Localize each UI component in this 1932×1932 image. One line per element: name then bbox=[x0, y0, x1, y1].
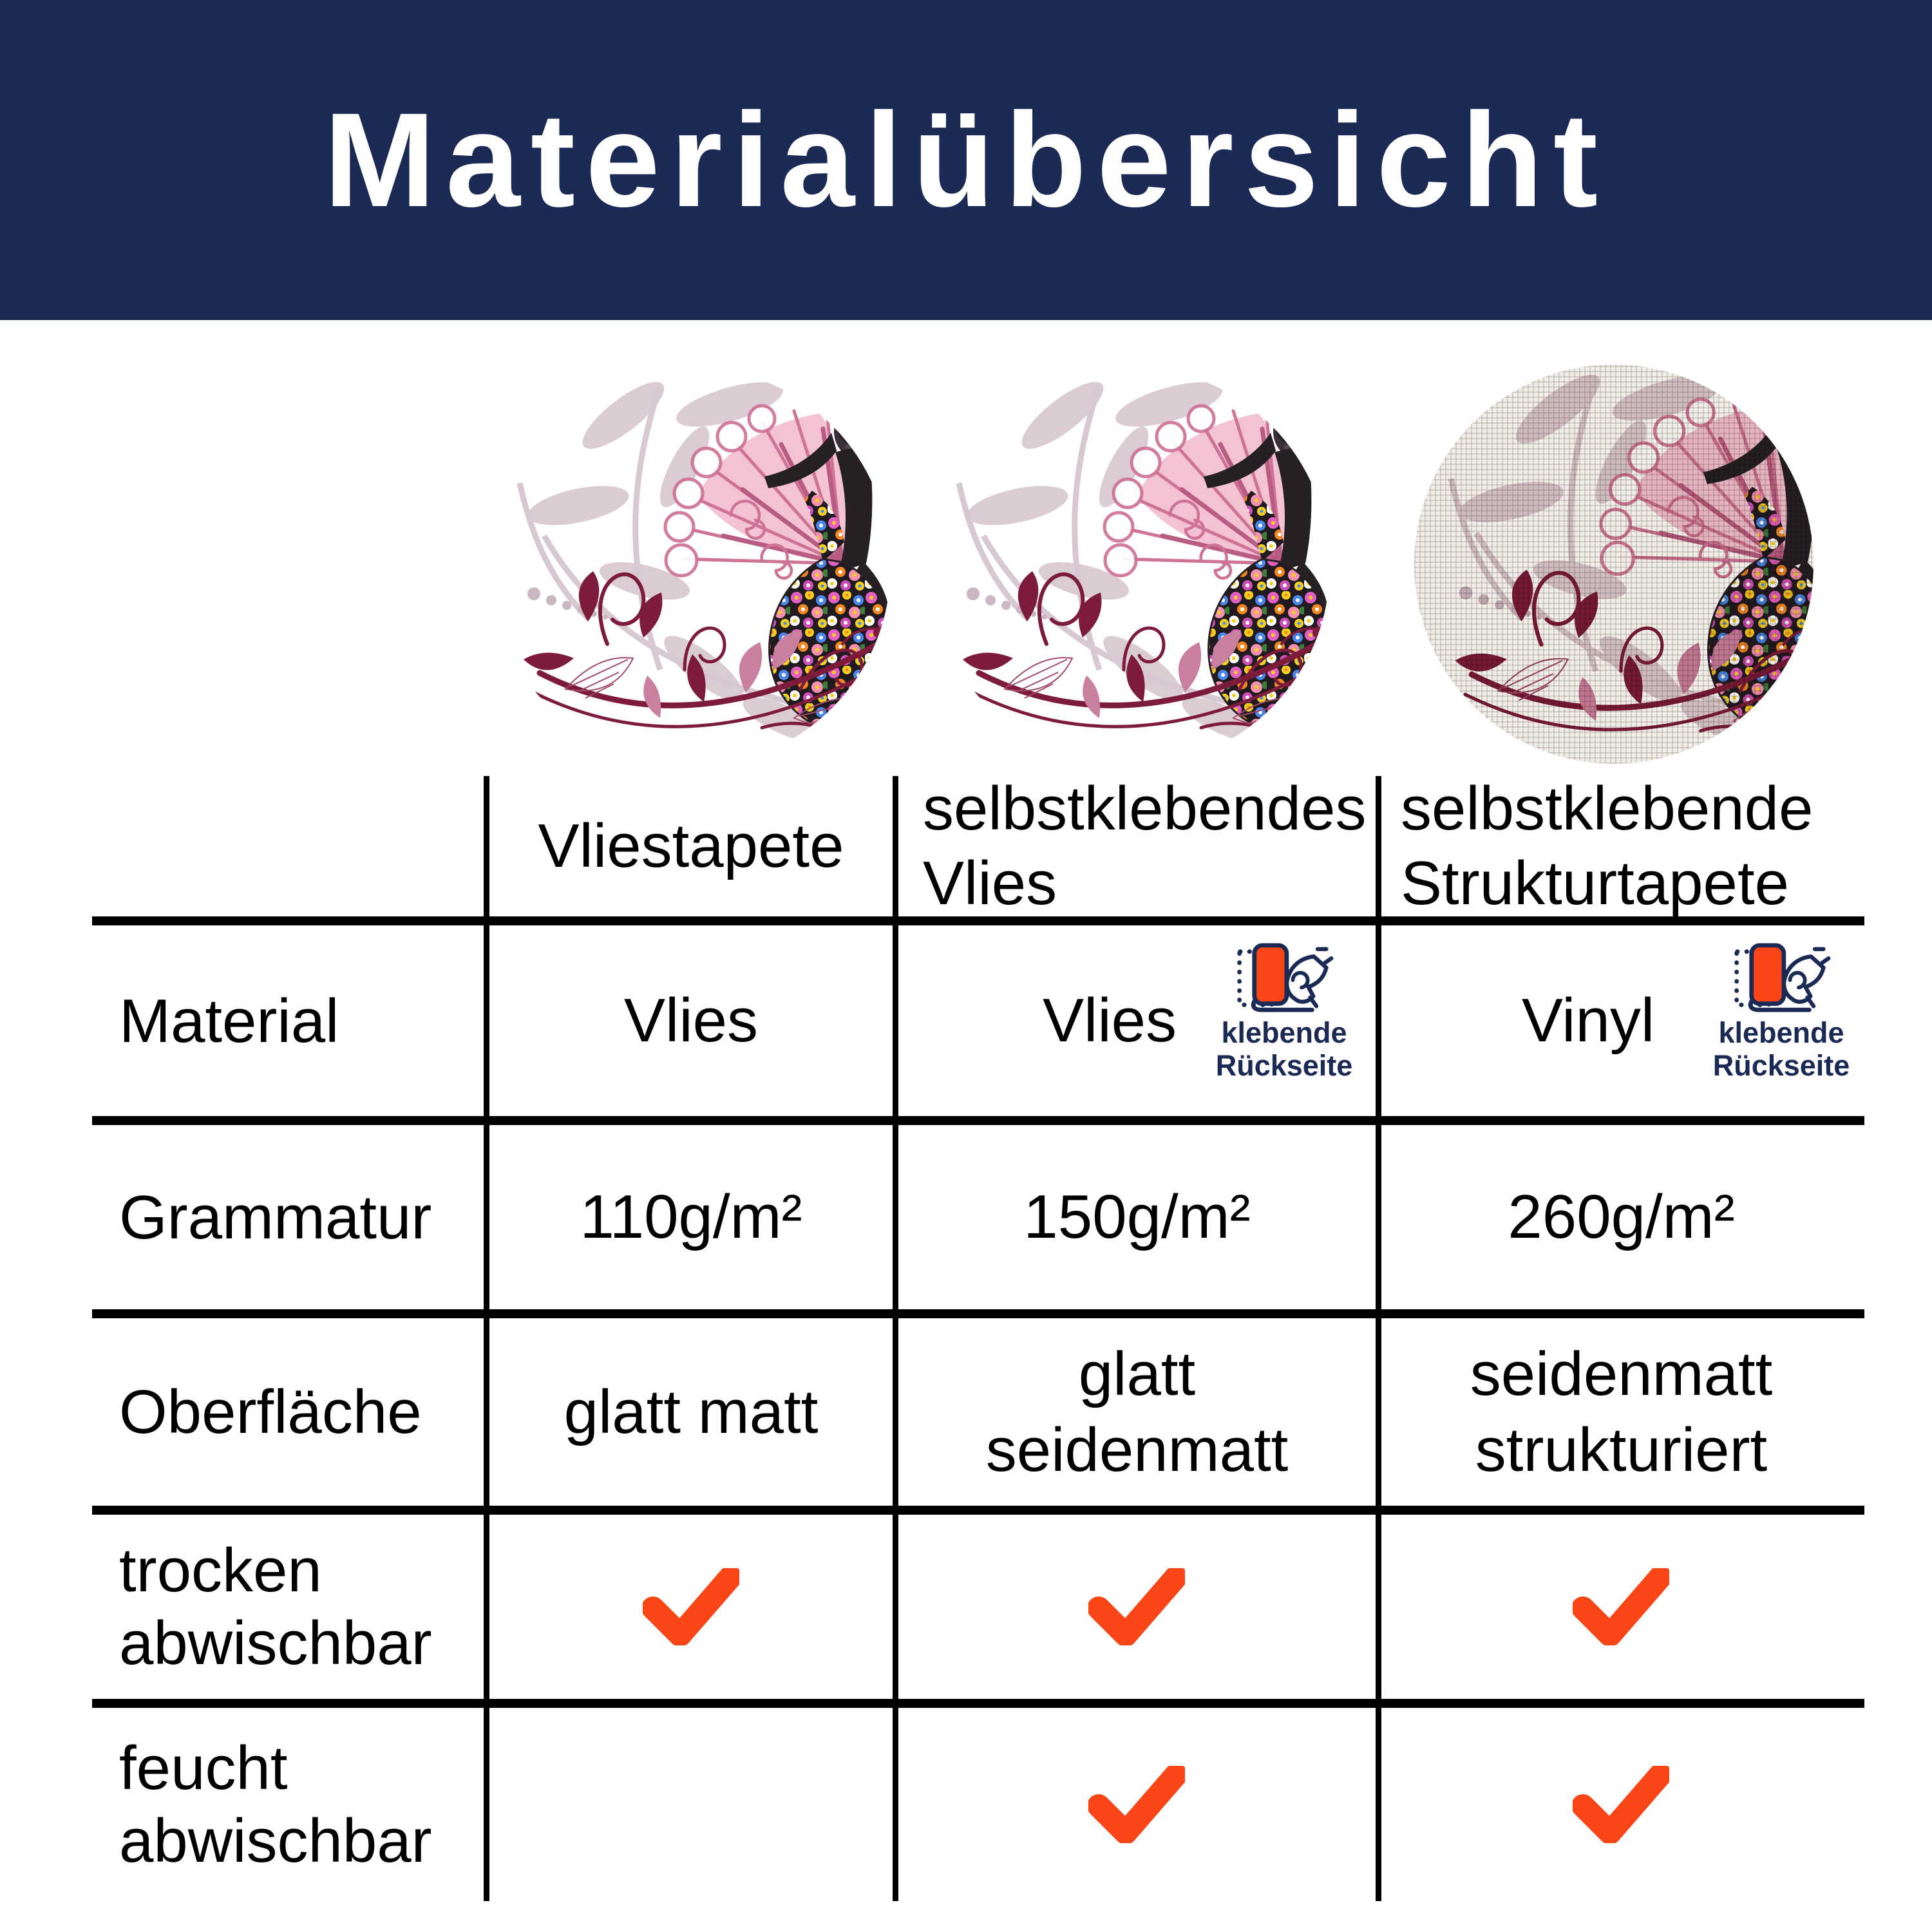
badge-text: klebende bbox=[1221, 1016, 1347, 1049]
table-border-vertical bbox=[484, 776, 489, 1901]
cell-value: 110g/m² bbox=[580, 1182, 802, 1251]
column-header-label: selbstklebendes bbox=[923, 774, 1367, 843]
sample-image-selbstklebendes-vlies bbox=[931, 367, 1330, 766]
check-icon-feucht-strukturtapete bbox=[1573, 1766, 1669, 1843]
cell-grammatur-selbstklebendes-vlies bbox=[898, 1125, 1376, 1309]
row-label-feucht-abwischbar bbox=[93, 1708, 484, 1901]
badge-text: Rückseite bbox=[1712, 1049, 1850, 1082]
sample-image-vliestapete bbox=[491, 367, 891, 766]
cell-oberflaeche-vliestapete bbox=[489, 1318, 893, 1506]
check-icon-trocken-selbstklebendes-vlies bbox=[1088, 1568, 1185, 1645]
table-border-horizontal bbox=[92, 1309, 1864, 1318]
peel-sticker-icon bbox=[1730, 940, 1832, 1016]
table-border-vertical bbox=[1376, 776, 1381, 1901]
cell-value: seidenmatt bbox=[1470, 1339, 1773, 1408]
check-icon-feucht-selbstklebendes-vlies bbox=[1088, 1766, 1185, 1843]
cell-oberflaeche-strukturtapete bbox=[1381, 1318, 1861, 1506]
row-label-text: Oberfläche bbox=[119, 1378, 422, 1446]
cell-grammatur-vliestapete bbox=[489, 1125, 893, 1309]
table-border-horizontal bbox=[92, 1699, 1864, 1708]
row-label-material bbox=[93, 925, 484, 1116]
badge-text: klebende bbox=[1718, 1016, 1844, 1049]
cell-value: 150g/m² bbox=[1023, 1182, 1251, 1251]
peel-sticker-icon bbox=[1233, 940, 1335, 1016]
cell-value: Vinyl bbox=[1521, 986, 1655, 1055]
adhesive-back-badge bbox=[1216, 940, 1352, 1082]
cell-value: Vlies bbox=[1042, 986, 1177, 1055]
cell-value: strukturiert bbox=[1475, 1415, 1768, 1484]
page-title: Materialübersicht bbox=[323, 85, 1609, 235]
row-label-text: Material bbox=[119, 986, 339, 1056]
title-banner bbox=[0, 0, 1932, 320]
column-header-selbstklebendes-vlies bbox=[898, 776, 1376, 916]
column-header-label: Vlies bbox=[923, 849, 1057, 918]
row-label-text: abwischbar bbox=[119, 1806, 432, 1875]
floral-fairy-artwork bbox=[931, 367, 1330, 766]
column-header-label: Vliestapete bbox=[538, 811, 844, 880]
table-border-horizontal bbox=[92, 1506, 1864, 1515]
row-label-trocken-abwischbar bbox=[93, 1515, 484, 1699]
adhesive-back-badge bbox=[1713, 940, 1850, 1082]
row-label-text: feucht bbox=[119, 1734, 288, 1803]
sample-image-strukturtapete bbox=[1414, 365, 1814, 764]
column-header-vliestapete bbox=[489, 776, 893, 916]
row-label-text: Grammatur bbox=[119, 1182, 432, 1252]
check-icon-trocken-strukturtapete bbox=[1573, 1568, 1669, 1645]
cell-oberflaeche-selbstklebendes-vlies bbox=[898, 1318, 1376, 1506]
linen-texture-overlay bbox=[1414, 365, 1814, 764]
table-border-vertical bbox=[893, 776, 898, 1901]
row-label-oberflaeche bbox=[93, 1318, 484, 1506]
cell-value: 260g/m² bbox=[1508, 1182, 1735, 1251]
row-label-text: trocken bbox=[119, 1536, 322, 1605]
column-header-strukturtapete bbox=[1381, 776, 1861, 916]
row-label-text: abwischbar bbox=[119, 1609, 432, 1678]
cell-value: glatt matt bbox=[564, 1377, 819, 1446]
check-icon-trocken-vliestapete bbox=[643, 1568, 739, 1645]
cell-value: glatt bbox=[1078, 1339, 1196, 1408]
column-header-label: selbstklebende bbox=[1401, 774, 1814, 843]
cell-grammatur-strukturtapete bbox=[1381, 1125, 1861, 1309]
cell-value: Vlies bbox=[623, 986, 759, 1055]
floral-fairy-artwork bbox=[491, 367, 891, 766]
cell-value: seidenmatt bbox=[985, 1415, 1289, 1484]
row-label-grammatur bbox=[93, 1125, 484, 1309]
table-border-horizontal bbox=[92, 1116, 1864, 1125]
cell-material-vliestapete bbox=[489, 925, 893, 1116]
column-header-label: Strukturtapete bbox=[1401, 849, 1789, 918]
badge-text: Rückseite bbox=[1215, 1049, 1353, 1082]
